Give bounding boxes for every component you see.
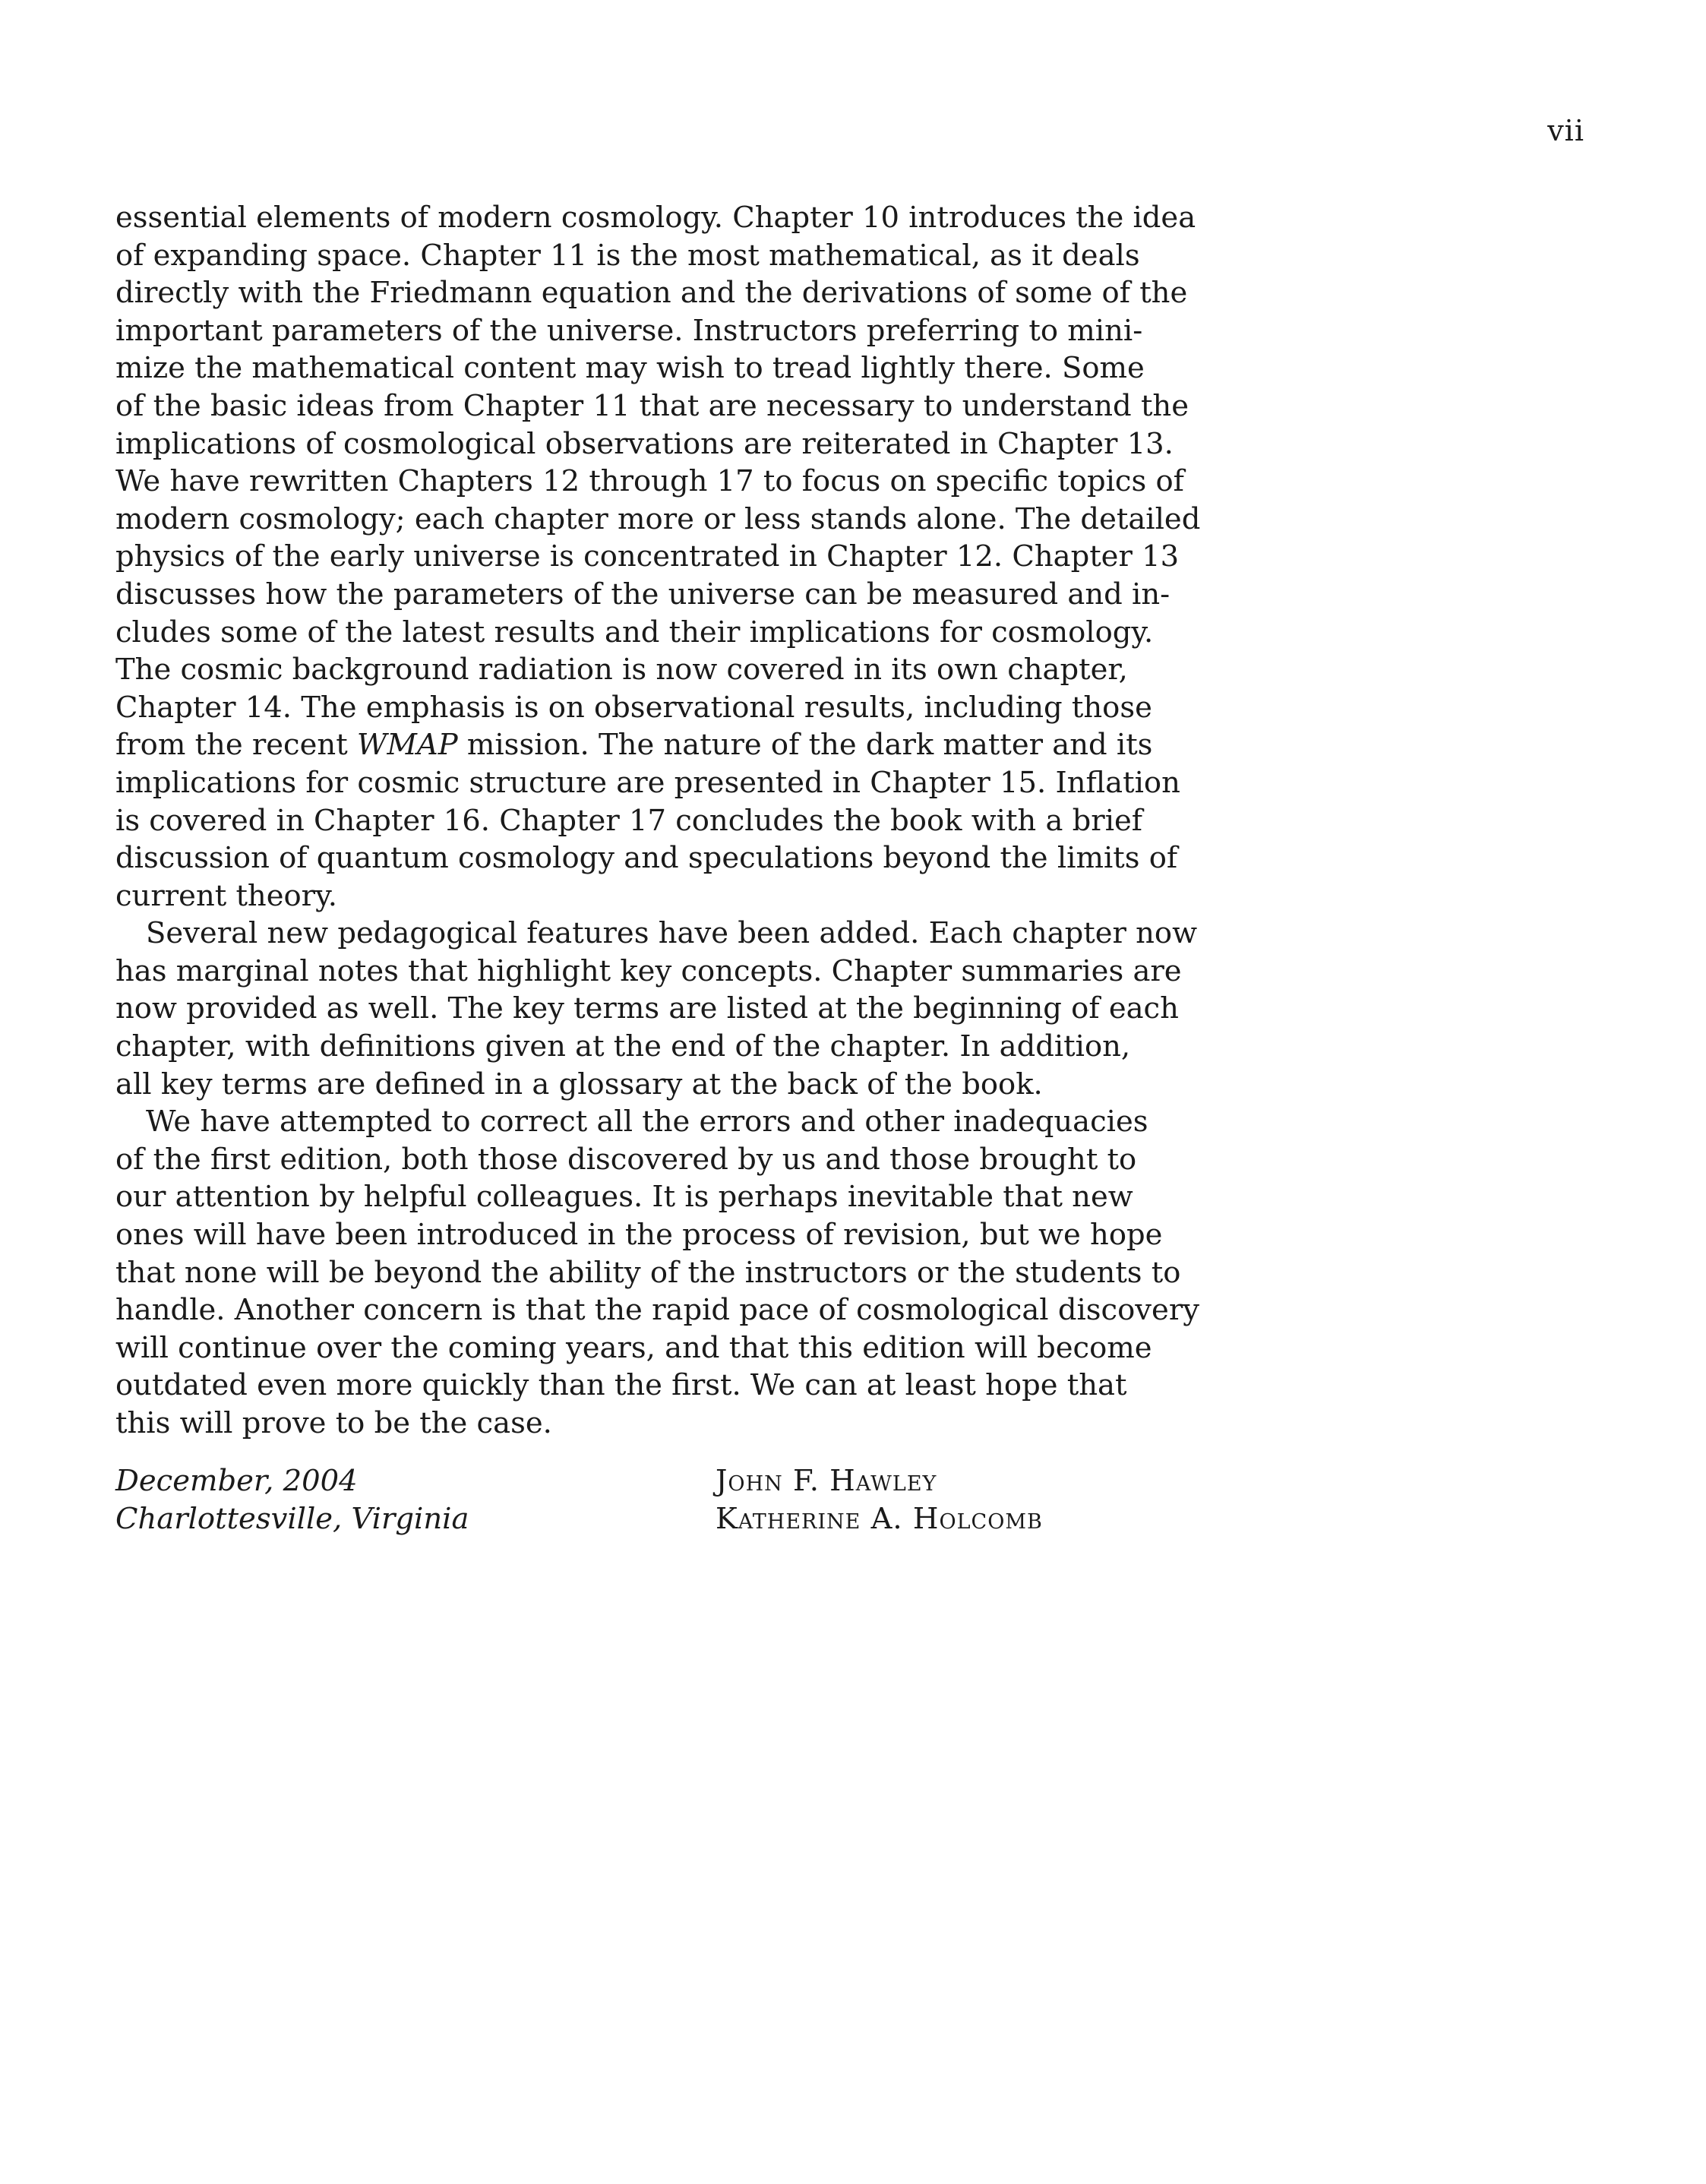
text-line: current theory.	[115, 878, 337, 913]
text-line: physics of the early universe is concentrated in Chapter 12. Chapter 13	[115, 539, 1180, 574]
text-line: our attention by helpful colleagues. It is perhaps inevitable that new	[115, 1180, 1133, 1215]
text-line: that none will be beyond the ability of the instructors or the students to	[115, 1255, 1181, 1290]
signature-place: Charlottesville, Virginia	[115, 1501, 469, 1536]
text-line: essential elements of modern cosmology. Chapter 10 introduces the idea	[115, 201, 1196, 235]
text-line: will continue over the coming years, and that this edition will become	[115, 1330, 1152, 1365]
text-line: directly with the Friedmann equation and the derivations of some of the	[115, 276, 1188, 311]
body-text	[115, 199, 1201, 1443]
text-line: of the basic ideas from Chapter 11 that are necessary to understand the	[115, 388, 1189, 423]
paragraph	[115, 1103, 1199, 1442]
text-line: of the first edition, both those discovered by us and those brought to	[115, 1142, 1137, 1177]
paragraph	[115, 199, 1201, 915]
text-line: discusses how the parameters of the universe can be measured and in-	[115, 577, 1171, 612]
text-line: Several new pedagogical features have been added. Each chapter now	[146, 916, 1198, 951]
text-line: outdated even more quickly than the first. We can at least hope that	[115, 1368, 1127, 1403]
text-line: this will prove to be the case.	[115, 1406, 552, 1440]
text-line: of expanding space. Chapter 11 is the most mathematical, as it deals	[115, 238, 1140, 273]
text-line: The cosmic background radiation is now covered in its own chapter,	[115, 653, 1128, 687]
text-line: mize the mathematical content may wish to tread lightly there. Some	[115, 351, 1145, 386]
text-line: ones will have been introduced in the process of revision, but we hope	[115, 1218, 1163, 1253]
author-name: John F. Hawley	[716, 1464, 937, 1498]
text-line: is covered in Chapter 16. Chapter 17 concludes the book with a brief	[115, 803, 1143, 838]
text-line: has marginal notes that highlight key concepts. Chapter summaries are	[115, 953, 1182, 988]
text-line: Chapter 14. The emphasis is on observational results, including those	[115, 690, 1152, 725]
text-line: modern cosmology; each chapter more or less stands alone. The detailed	[115, 501, 1201, 536]
text-line: cludes some of the latest results and their implications for cosmology.	[115, 615, 1154, 650]
text-line: implications for cosmic structure are presented in Chapter 15. Inflation	[115, 765, 1180, 800]
paragraph	[115, 915, 1198, 1103]
text-line: We have rewritten Chapters 12 through 17 to focus on specific topics of	[115, 464, 1184, 499]
signature-authors	[716, 1462, 1043, 1538]
text-line: handle. Another concern is that the rapid pace of cosmological discovery	[115, 1293, 1199, 1328]
text-line: now provided as well. The key terms are listed at the beginning of each	[115, 991, 1179, 1026]
text-line: discussion of quantum cosmology and speculations beyond the limits of	[115, 841, 1178, 876]
text-line: implications of cosmological observations are reiterated in Chapter 13.	[115, 426, 1174, 461]
text-line-wmap: from the recent WMAP mission. The nature of the dark matter and its	[115, 728, 1153, 763]
emphasized-term: WMAP	[356, 728, 458, 763]
signature-date-place	[115, 1462, 469, 1538]
text-line: chapter, with definitions given at the end of the chapter. In addition,	[115, 1029, 1131, 1064]
text-line: We have attempted to correct all the errors and other inadequacies	[146, 1105, 1148, 1139]
signature-date: December, 2004	[115, 1464, 358, 1498]
page-number: vii	[1547, 114, 1584, 147]
text-line: all key terms are defined in a glossary at the back of the book.	[115, 1067, 1043, 1101]
text-line: important parameters of the universe. Instructors preferring to mini-	[115, 313, 1143, 348]
author-name: Katherine A. Holcomb	[716, 1501, 1043, 1536]
